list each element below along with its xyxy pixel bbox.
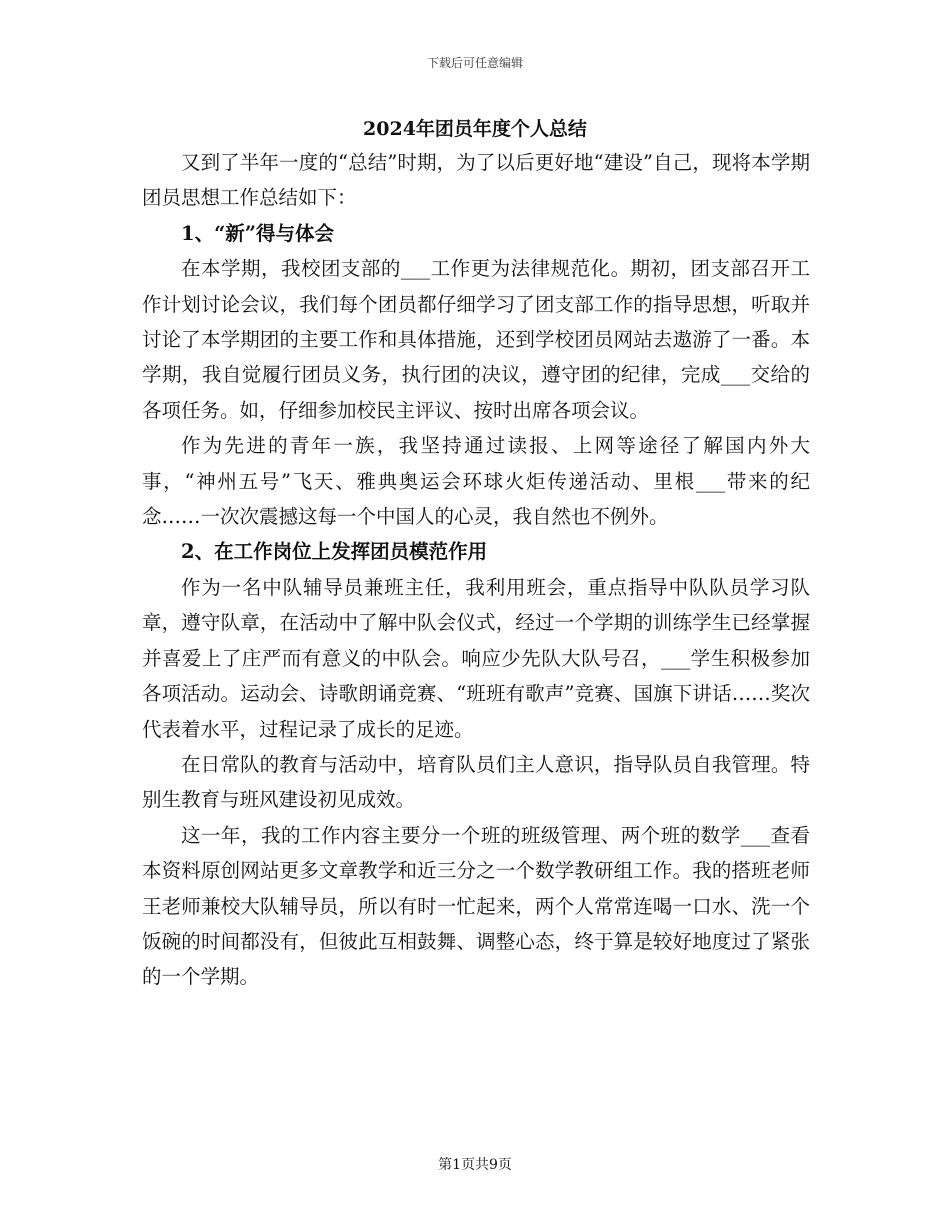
intro-paragraph: 又到了半年一度的“总结”时期，为了以后更好地“建设”自己，现将本学期团员思想工作总结如下： [142, 151, 810, 210]
body-paragraph: 在本学期，我校团支部的___工作更为法律规范化。期初，团支部召开工作计划讨论会议，我们每个团员都仔细学习了团支部工作的指导思想，听取并讨论了本学期团的主要工作和具体措施，还到学校团员网站去遨游了一番。本学期，我自觉履行团员义务，执行团的决议，遵守团的纪律，完成___交给的各项任务。如，仔细参加校民主评议、按时出席各项会议。 [142, 257, 810, 422]
body-paragraph: 这一年，我的工作内容主要分一个班的班级管理、两个班的数学___查看本资料原创网站更多文章教学和近三分之一个数学教研组工作。我的搭班老师王老师兼校大队辅导员，所以有时一忙起来，两个人常常连喝一口水、洗一个饭碗的时间都没有，但彼此互相鼓舞、调整心态，终于算是较好地度过了紧张的一个学期。 [142, 823, 810, 989]
header-note: 下载后可任意编辑 [426, 56, 523, 70]
body-paragraph: 在日常队的教育与活动中，培育队员们主人意识，指导队员自我管理。特别生教育与班风建设初见成效。 [142, 752, 810, 812]
page-footer: 第1页共9页 [438, 1157, 512, 1173]
body-paragraph: 作为先进的青年一族，我坚持通过读报、上网等途径了解国内外大事，“神州五号”飞天、雅典奥运会环球火炬传递活动、里根___带来的纪念……一次次震撼这每一个中国人的心灵，我自然也不例外。 [142, 434, 810, 529]
body-paragraph: 作为一名中队辅导员兼班主任，我利用班会，重点指导中队队员学习队章，遵守队章，在活动中了解中队会仪式，经过一个学期的训练学生已经掌握并喜爱上了庄严而有意义的中队会。响应少先队大队号召，___学生积极参加各项活动。运动会、诗歌朗诵竞赛、“班班有歌声”竞赛、国旗下讲话……奖次代表着水平，过程记录了成长的足迹。 [142, 575, 810, 741]
document-title: 2024年团员年度个人总结 [363, 118, 587, 140]
document-body [142, 145, 810, 995]
section-heading-1: 1、“新”得与体会 [181, 221, 335, 245]
section-heading-2: 2、在工作岗位上发挥团员模范作用 [181, 540, 488, 564]
